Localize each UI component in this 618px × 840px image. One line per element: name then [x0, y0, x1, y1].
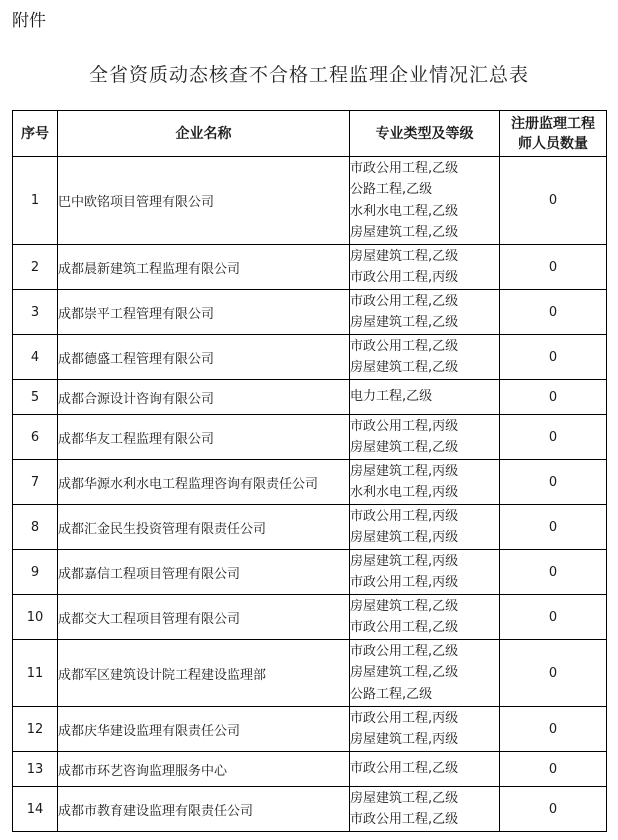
- row-index: 8: [13, 505, 58, 550]
- row-index: 14: [13, 787, 58, 832]
- table-row: [13, 595, 607, 640]
- enterprise-name: 巴中欧铭项目管理有限公司: [58, 157, 350, 245]
- qualification-item: 房屋建筑工程,乙级: [350, 790, 459, 806]
- qualification-list: [350, 640, 500, 707]
- table-row: [13, 752, 607, 787]
- qualification-item: 市政公用工程,乙级: [350, 643, 459, 659]
- table-row: [13, 707, 607, 752]
- row-index: 11: [13, 640, 58, 707]
- qualification-item: 市政公用工程,丙级: [350, 270, 459, 285]
- qualification-item: 公路工程,乙级: [350, 686, 433, 702]
- header-index: 序号: [13, 111, 58, 157]
- header-count-line1: 注册监理工程: [511, 115, 595, 132]
- engineer-count: 0: [500, 595, 607, 640]
- qualification-item: 房屋建筑工程,乙级: [350, 665, 459, 681]
- engineer-count: 0: [500, 787, 607, 832]
- engineer-count: 0: [500, 550, 607, 595]
- enterprise-name: 成都市教育建设监理有限责任公司: [58, 787, 350, 832]
- enterprise-name: 成都崇平工程管理有限公司: [58, 290, 350, 335]
- engineer-count: 0: [500, 290, 607, 335]
- qualification-list: [350, 380, 500, 415]
- qualification-list: [350, 550, 500, 595]
- qualification-item: 市政公用工程,乙级: [350, 293, 459, 309]
- engineer-count: 0: [500, 380, 607, 415]
- qualification-item: 房屋建筑工程,乙级: [350, 315, 459, 330]
- qualification-item: 公路工程,乙级: [350, 182, 433, 197]
- table-row: [13, 245, 607, 290]
- header-name: 企业名称: [58, 111, 350, 157]
- row-index: 9: [13, 550, 58, 595]
- enterprise-name: 成都嘉信工程项目管理有限公司: [58, 550, 350, 595]
- table-row: [13, 157, 607, 245]
- qualification-list: [350, 415, 500, 460]
- table-header-row: [13, 111, 607, 157]
- enterprise-name: 成都庆华建设监理有限责任公司: [58, 707, 350, 752]
- qualification-list: [350, 460, 500, 505]
- qualification-item: 房屋建筑工程,乙级: [350, 248, 459, 264]
- table-row: [13, 460, 607, 505]
- qualification-item: 市政公用工程,乙级: [350, 160, 459, 176]
- qualification-item: 市政公用工程,乙级: [350, 761, 459, 777]
- qualification-item: 市政公用工程,丙级: [350, 418, 459, 434]
- engineer-count: 0: [500, 505, 607, 550]
- qualification-item: 房屋建筑工程,丙级: [350, 732, 459, 747]
- qualification-item: 电力工程,乙级: [350, 389, 433, 405]
- qualification-item: 房屋建筑工程,乙级: [350, 360, 459, 375]
- qualification-item: 市政公用工程,丙级: [350, 508, 459, 524]
- row-index: 4: [13, 335, 58, 380]
- table-body: [13, 157, 607, 832]
- qualification-list: [350, 787, 500, 832]
- row-index: 12: [13, 707, 58, 752]
- enterprise-name: 成都市环艺咨询监理服务中心: [58, 752, 350, 787]
- engineer-count: 0: [500, 752, 607, 787]
- qualification-item: 市政公用工程,乙级: [350, 812, 459, 827]
- qualification-item: 市政公用工程,乙级: [350, 620, 459, 635]
- engineer-count: 0: [500, 157, 607, 245]
- row-index: 5: [13, 380, 58, 415]
- qualification-list: [350, 752, 500, 787]
- table-row: [13, 380, 607, 415]
- table-row: [13, 290, 607, 335]
- engineer-count: 0: [500, 640, 607, 707]
- qualification-item: 市政公用工程,丙级: [350, 710, 459, 726]
- qualification-item: 市政公用工程,乙级: [350, 338, 459, 354]
- table-row: [13, 335, 607, 380]
- row-index: 3: [13, 290, 58, 335]
- qualification-item: 房屋建筑工程,乙级: [350, 225, 459, 240]
- enterprise-name: 成都交大工程项目管理有限公司: [58, 595, 350, 640]
- enterprise-name: 成都德盛工程管理有限公司: [58, 335, 350, 380]
- engineer-count: 0: [500, 460, 607, 505]
- header-type: 专业类型及等级: [350, 111, 500, 157]
- qualification-item: 房屋建筑工程,乙级: [350, 598, 459, 614]
- enterprise-name: 成都军区建筑设计院工程建设监理部: [58, 640, 350, 707]
- row-index: 6: [13, 415, 58, 460]
- qualification-list: [350, 595, 500, 640]
- qualification-item: 水利水电工程,乙级: [350, 203, 459, 219]
- page-title: 全省资质动态核查不合格工程监理企业情况汇总表: [88, 64, 529, 86]
- qualification-list: [350, 290, 500, 335]
- table-row: [13, 787, 607, 832]
- qualification-item: 水利水电工程,丙级: [350, 485, 459, 500]
- qualification-list: [350, 707, 500, 752]
- qualification-list: [350, 245, 500, 290]
- qualification-item: 市政公用工程,丙级: [350, 575, 459, 590]
- table-row: [13, 550, 607, 595]
- engineer-count: 0: [500, 335, 607, 380]
- enterprise-name: 成都汇金民生投资管理有限责任公司: [58, 505, 350, 550]
- row-index: 2: [13, 245, 58, 290]
- enterprise-name: 成都华源水利水电工程监理咨询有限责任公司: [58, 460, 350, 505]
- row-index: 10: [13, 595, 58, 640]
- table-row: [13, 415, 607, 460]
- row-index: 1: [13, 157, 58, 245]
- attachment-label: 附件: [12, 11, 46, 31]
- table-row: [13, 640, 607, 707]
- table-row: [13, 505, 607, 550]
- engineer-count: 0: [500, 707, 607, 752]
- qualification-list: [350, 505, 500, 550]
- enterprise-table: [12, 110, 607, 832]
- enterprise-name: 成都合源设计咨询有限公司: [58, 380, 350, 415]
- header-count: [500, 111, 607, 157]
- qualification-list: [350, 157, 500, 245]
- enterprise-name: 成都晨新建筑工程监理有限公司: [58, 245, 350, 290]
- qualification-item: 房屋建筑工程,乙级: [350, 440, 459, 455]
- row-index: 7: [13, 460, 58, 505]
- qualification-list: [350, 335, 500, 380]
- header-count-line2: 师人员数量: [518, 135, 588, 152]
- engineer-count: 0: [500, 415, 607, 460]
- qualification-item: 房屋建筑工程,丙级: [350, 463, 459, 479]
- qualification-item: 房屋建筑工程,丙级: [350, 553, 459, 569]
- row-index: 13: [13, 752, 58, 787]
- enterprise-name: 成都华友工程监理有限公司: [58, 415, 350, 460]
- engineer-count: 0: [500, 245, 607, 290]
- qualification-item: 房屋建筑工程,丙级: [350, 530, 459, 545]
